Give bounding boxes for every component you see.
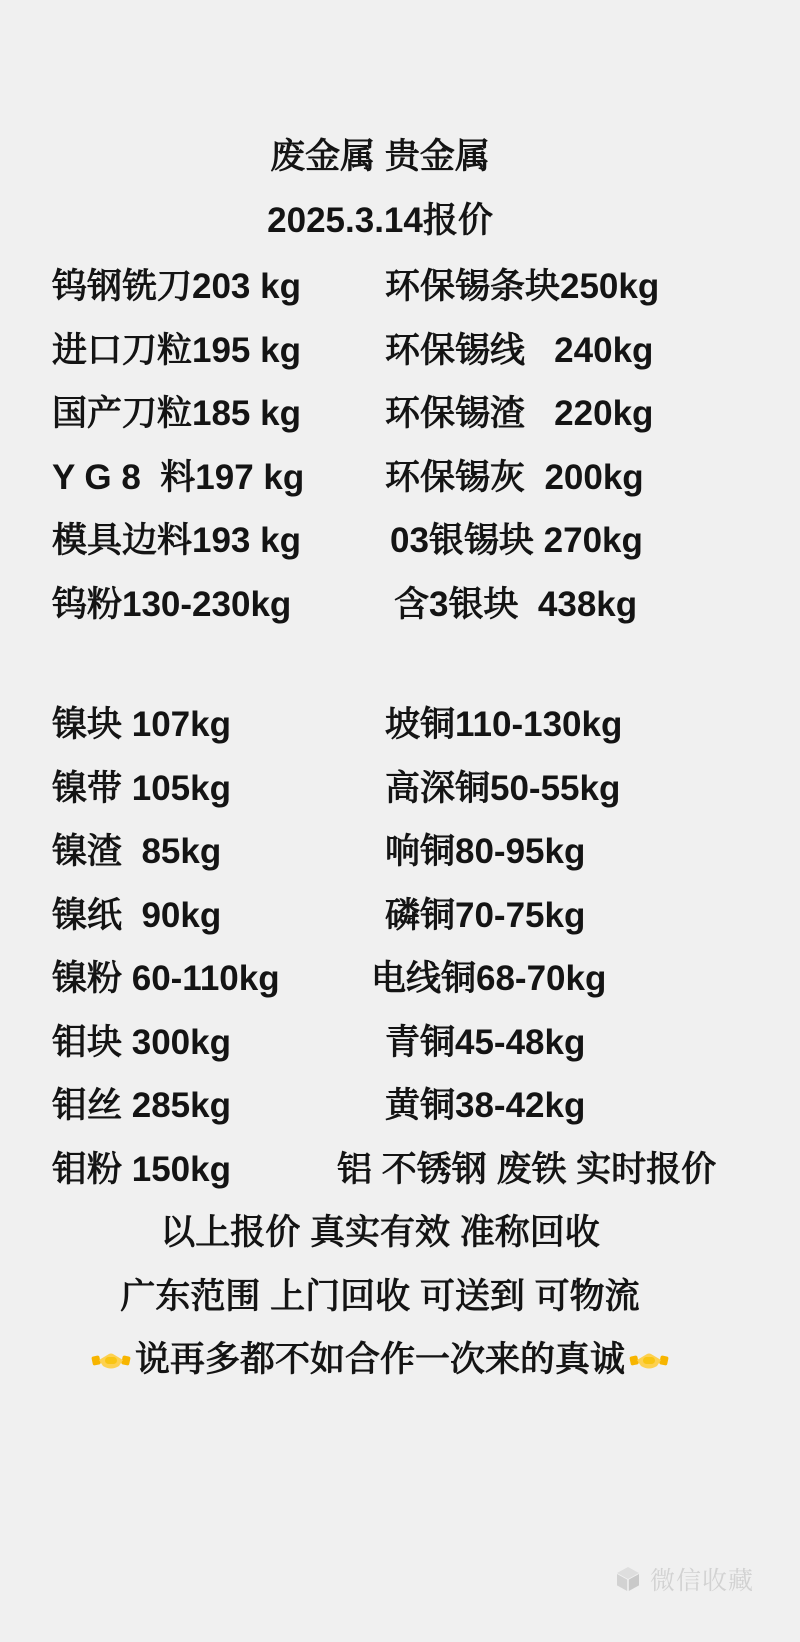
price-group-nickel-copper (0, 693, 800, 1201)
price-row (0, 382, 800, 446)
price-row (0, 947, 800, 1011)
price-item-left: 国产刀粒185 kg (52, 394, 301, 433)
price-item-left: 进口刀粒195 kg (52, 330, 301, 370)
price-row (0, 509, 800, 573)
price-item-right: 响铜80-95kg (385, 832, 586, 871)
price-item-right: 环保锡条块250kg (385, 267, 660, 306)
price-item-left: 钨粉130-230kg (52, 584, 292, 624)
price-row (0, 757, 800, 821)
handshake-icon (91, 1347, 131, 1373)
price-item-right: 铝 不锈钢 废铁 实时报价 (337, 1149, 717, 1189)
price-item-right: 环保锡渣 220kg (385, 394, 654, 433)
quote-date: 2025.3.14报价 (267, 200, 493, 240)
price-item-right: 磷铜70-75kg (385, 895, 586, 935)
price-item-right: 环保锡灰 200kg (385, 457, 644, 497)
price-item-left: 钼粉 150kg (52, 1149, 231, 1189)
price-item-right: 含3银块 438kg (394, 584, 638, 624)
price-item-right: 03银锡块 270kg (390, 521, 643, 560)
price-row (0, 693, 800, 757)
price-item-right: 电线铜68-70kg (371, 959, 607, 998)
cube-icon (616, 1566, 640, 1592)
handshake-icon (629, 1347, 669, 1373)
price-item-left: 镍粉 60-110kg (52, 959, 280, 998)
poster-footer (0, 1201, 760, 1392)
wechat-favorites-watermark (616, 1561, 754, 1597)
price-item-left: 镍块 107kg (52, 705, 231, 744)
poster-title: 废金属 贵金属 (270, 137, 490, 176)
price-poster (0, 125, 800, 1642)
price-item-left: 镍纸 90kg (52, 895, 222, 935)
price-item-left: 镍渣 85kg (52, 832, 222, 871)
poster-header (0, 125, 760, 252)
watermark-label: 微信收藏 (650, 1567, 755, 1595)
price-item-left: Y G 8 料197 kg (52, 457, 305, 497)
validity-note: 以上报价 真实有效 准称回收 (160, 1213, 600, 1252)
price-row (0, 820, 800, 884)
price-item-right: 坡铜110-130kg (385, 705, 623, 744)
slogan-line (0, 1328, 760, 1392)
price-item-left: 钼块 300kg (52, 1022, 231, 1062)
price-item-right: 青铜45-48kg (385, 1022, 586, 1062)
price-row (0, 884, 800, 948)
price-item-left: 镍带 105kg (52, 768, 231, 808)
price-row (0, 1074, 800, 1138)
price-row (0, 573, 800, 637)
price-item-right: 高深铜50-55kg (385, 768, 621, 808)
price-row (0, 446, 800, 510)
price-group-tungsten-tin (0, 255, 800, 636)
price-item-right: 黄铜38-42kg (385, 1086, 586, 1125)
price-item-left: 模具边料193 kg (52, 521, 301, 560)
price-row (0, 319, 800, 383)
price-item-left: 钼丝 285kg (52, 1086, 231, 1125)
slogan-text: 说再多都不如合作一次来的真诚 (134, 1340, 625, 1379)
price-row (0, 1011, 800, 1075)
price-item-right: 环保锡线 240kg (385, 330, 654, 370)
region-service-note: 广东范围 上门回收 可送到 可物流 (120, 1276, 640, 1316)
price-row (0, 1138, 800, 1202)
price-row (0, 255, 800, 319)
price-item-left: 钨钢铣刀203 kg (52, 267, 301, 306)
